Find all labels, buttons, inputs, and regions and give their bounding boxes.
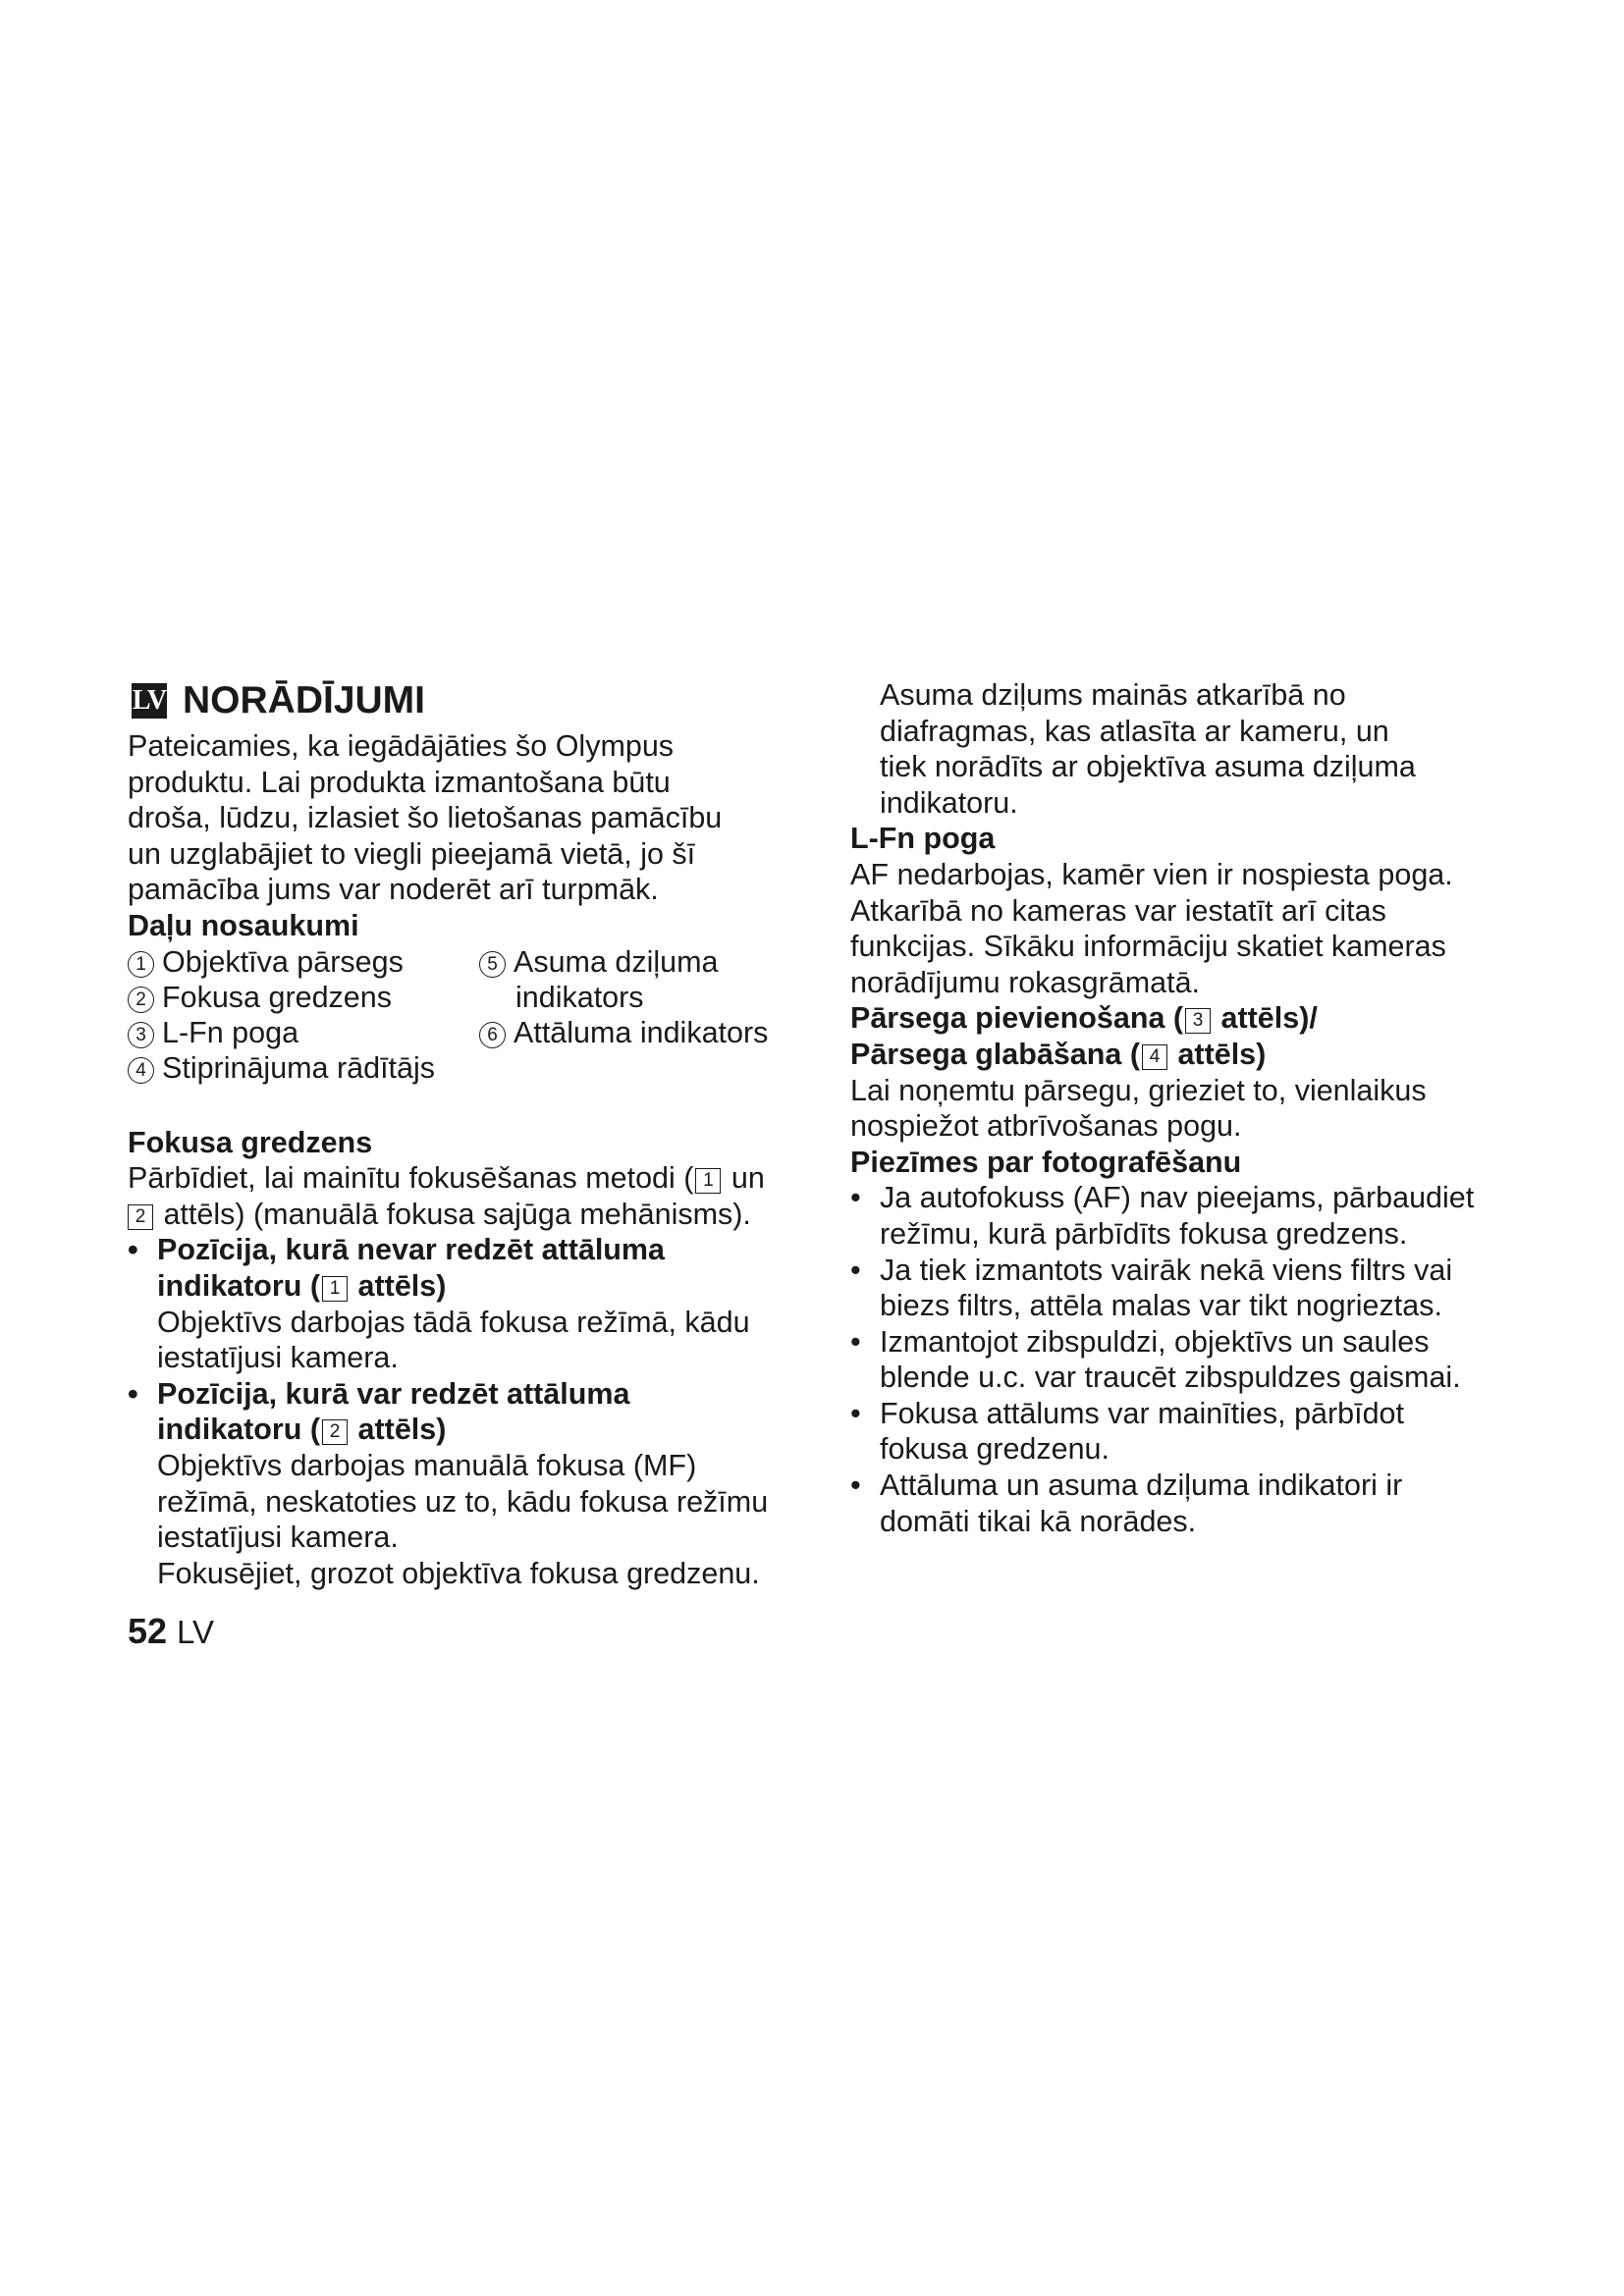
- page-footer: [128, 1610, 214, 1654]
- part-item: [479, 944, 719, 981]
- intro-line: Pateicamies, ka iegādājāties šo Olympus: [128, 729, 675, 763]
- note-item: • Ja tiek izmantots vairāk nekā viens filtrs vai biezs filtrs, attēla malas var tikt nogrieztas.: [850, 1253, 1453, 1323]
- lfn-text: funkcijas. Sīkāku informāciju skatiet kameras: [850, 930, 1446, 964]
- right-column: [850, 677, 1528, 1539]
- part-number: 3: [128, 1022, 154, 1048]
- lfn-heading: L-Fn poga: [850, 822, 996, 856]
- part-item: [128, 980, 392, 1016]
- cap-heading: Pārsega glabāšana ( 4 attēls): [850, 1037, 1267, 1071]
- parts-heading: Daļu nosaukumi: [128, 908, 359, 942]
- focus-bullet: • Pozīcija, kurā nevar redzēt attāluma indikatoru ( 1 attēls) Objektīvs darbojas tādā fokusa režīmā, kādu iestatījusi kamera.: [128, 1233, 750, 1375]
- part-number: 6: [479, 1022, 506, 1048]
- part-label: Objektīva pārsegs: [162, 944, 404, 979]
- lfn-text: AF nedarbojas, kamēr vien ir nospiesta poga.: [850, 857, 1453, 891]
- part-number: 1: [128, 951, 154, 978]
- part-item: [128, 1015, 298, 1051]
- focus-ring-text: Pārbīdiet, lai mainītu fokusēšanas metodi ( 1 un: [128, 1161, 765, 1196]
- intro-line: produktu. Lai produkta izmantošana būtu: [128, 765, 671, 799]
- page-title: [132, 677, 805, 724]
- note-item: • Attāluma un asuma dziļuma indikatori ir domāti tikai kā norādes.: [850, 1468, 1403, 1538]
- part-label: Stiprinājuma rādītājs: [162, 1050, 436, 1085]
- part-number: 4: [128, 1057, 154, 1084]
- note-item: • Izmantojot zibspuldzi, objektīvs un saules blende u.c. var traucēt zibspuldzes gaismai.: [850, 1324, 1461, 1395]
- left-column: [128, 677, 805, 1591]
- focus-ring-text: 2 attēls) (manuālā fokusa sajūga mehānisms).: [128, 1197, 805, 1233]
- lfn-text: Atkarībā no kameras var iestatīt arī citas: [850, 893, 1386, 928]
- focus-bullet: • Pozīcija, kurā var redzēt attāluma indikatoru ( 2 attēls) Objektīvs darbojas manuālā fokusa (MF) režīmā, neskatoties uz to, kādu fokusa režīmu iestatījusi kamera. Fokusējiet, grozot objektīva fokusa gredzenu.: [128, 1376, 769, 1590]
- part-label: Fokusa gredzens: [162, 980, 392, 1014]
- page-number: 52: [128, 1611, 168, 1651]
- cap-heading: Pārsega pievienošana ( 3 attēls)/: [850, 1001, 1318, 1036]
- intro-line: pamācība jums var noderēt arī turpmāk.: [128, 873, 659, 907]
- part-label-continuation: indikators: [515, 980, 644, 1014]
- cap-text: Lai noņemtu pārsegu, grieziet to, vienlaikus: [850, 1073, 1427, 1107]
- figure-ref: 2: [322, 1419, 348, 1445]
- section-title: NORĀDĪJUMI: [183, 679, 426, 721]
- intro-line: droša, lūdzu, izlasiet šo lietošanas pamācību: [128, 801, 723, 835]
- part-item: [128, 1050, 435, 1087]
- figure-ref: 2: [128, 1204, 153, 1230]
- language-badge: LV: [132, 683, 167, 719]
- part-number: 2: [128, 987, 154, 1013]
- depth-indicator-text: Asuma dziļums mainās atkarībā no diafragmas, kas atlasīta ar kameru, un tiek norādīts ar objektīva asuma dziļuma indikatoru.: [880, 678, 1416, 820]
- figure-ref: 3: [1185, 1008, 1211, 1034]
- part-number: 5: [479, 951, 506, 978]
- notes-heading: Piezīmes par fotografēšanu: [850, 1145, 1242, 1179]
- part-label: L-Fn poga: [162, 1015, 299, 1049]
- parts-list: [128, 944, 805, 1088]
- intro-line: un uzglabājiet to viegli pieejamā vietā, jo šī: [128, 836, 696, 871]
- part-item: [479, 1015, 768, 1051]
- figure-ref: 1: [322, 1276, 348, 1302]
- focus-ring-heading: Fokusa gredzens: [128, 1125, 373, 1159]
- figure-ref: 1: [695, 1168, 721, 1194]
- note-item: • Ja autofokuss (AF) nav pieejams, pārbaudiet režīmu, kurā pārbīdīts fokusa gredzens.: [850, 1181, 1475, 1251]
- part-label: Attāluma indikators: [514, 1015, 769, 1049]
- cap-text: nospiežot atbrīvošanas pogu.: [850, 1109, 1242, 1144]
- lfn-text: norādījumu rokasgrāmatā.: [850, 965, 1201, 999]
- part-item: [128, 944, 404, 981]
- note-item: • Fokusa attālums var mainīties, pārbīdot fokusa gredzenu.: [850, 1396, 1404, 1467]
- part-label: Asuma dziļuma: [514, 944, 719, 979]
- footer-language: LV: [177, 1614, 214, 1650]
- figure-ref: 4: [1142, 1044, 1167, 1070]
